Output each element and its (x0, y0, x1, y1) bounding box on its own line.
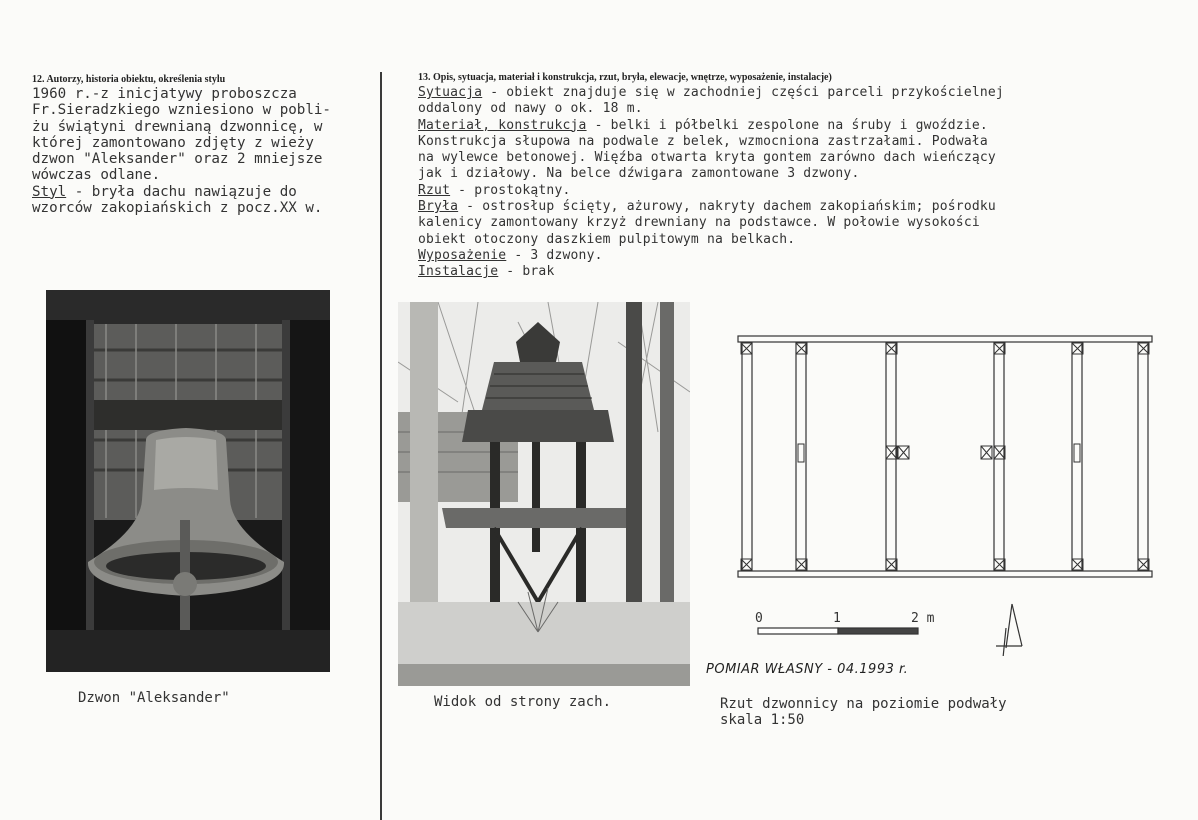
history-line: wówczas odlane. (32, 167, 161, 184)
style-label: Styl (32, 183, 67, 200)
style-line (32, 184, 331, 200)
belfry-photo-drawing (398, 302, 690, 686)
measurement-note: POMIAR WŁASNY - 04.1993 r. (706, 662, 909, 677)
rzut-label: Rzut (418, 182, 451, 198)
material-line (418, 118, 1004, 134)
plan-caption-2: skala 1:50 (720, 712, 805, 728)
history-line: 1960 r.-z inicjatywy proboszcza (32, 86, 297, 102)
material-text: - belki i półbelki zespolone na śruby i gwoździe. (586, 117, 988, 133)
material-line: jak i działowy. Na belce dźwigara zamontowane 3 dzwony. (418, 166, 860, 182)
section-13-heading: 13. Opis, sytuacja, materiał i konstrukcja, rzut, bryła, elewacje, wnętrze, wyposażenie, instalacje) (418, 72, 832, 83)
column-divider (380, 72, 382, 820)
wyposazenie-text: - 3 dzwony. (506, 247, 603, 263)
history-line: której zamontowano zdjęty z wieży (32, 134, 314, 151)
bryla-text: - ostrosłup ścięty, ażurowy, nakryty dachem zakopiańskim; pośrodku (458, 199, 996, 215)
sytuacja-line-2: oddalony od nawy o ok. 18 m. (418, 101, 643, 117)
plan-caption-1: Rzut dzwonnicy na poziomie podwały (720, 696, 1007, 712)
bryla-line: kalenicy zamontowany krzyż drewniany na podstawce. W połowie wysokości (418, 215, 980, 231)
rzut-text: - prostokątny. (450, 182, 571, 198)
rzut-line (418, 183, 1004, 199)
bell-photo-drawing (46, 290, 330, 672)
scale-label-1: 1 (833, 611, 841, 626)
scale-label-2: 2 m (911, 611, 935, 626)
instalacje-line (418, 264, 1004, 280)
description-text (418, 85, 1004, 281)
history-line: dzwon "Aleksander" oraz 2 mniejsze (32, 151, 323, 168)
bryla-line (418, 199, 1004, 215)
style-line-2: wzorców zakopiańskich z pocz.XX w. (32, 200, 323, 217)
history-line: Fr.Sieradzkiego wzniesiono w pobli- (32, 102, 331, 119)
floor-plan-drawing (726, 326, 1166, 656)
bell-photo-caption: Dzwon "Aleksander" (78, 690, 230, 706)
bryla-line: obiekt otoczony daszkiem pulpitowym na belkach. (418, 231, 796, 247)
belfry-photo-caption: Widok od strony zach. (434, 694, 612, 710)
material-line: Konstrukcja słupowa na podwale z belek, wzmocniona zastrzałami. Podwała (418, 133, 988, 149)
material-line: na wylewce betonowej. Więźba otwarta kryta gontem zarówno dach wieńczący (418, 150, 996, 166)
scale-label-0: 0 (755, 611, 763, 626)
material-label: Materiał, konstrukcja (418, 117, 587, 133)
history-text (32, 86, 331, 216)
sytuacja-text: - obiekt znajduje się w zachodniej części parceli przykościelnej (482, 85, 1004, 100)
belfry-photo (398, 302, 690, 686)
instalacje-label: Instalacje (418, 264, 499, 280)
wyposazenie-label: Wyposażenie (418, 247, 507, 263)
instalacje-text: - brak (498, 264, 555, 280)
style-text: - bryła dachu nawiązuje do (66, 183, 297, 200)
sytuacja-line (418, 85, 1004, 101)
bell-photo (46, 290, 330, 672)
sytuacja-label: Sytuacja (418, 85, 483, 100)
wyposazenie-line (418, 248, 1004, 264)
history-line: żu świątyni drewnianą dzwonnicę, w (32, 118, 323, 135)
section-12-heading: 12. Autorzy, historia obiektu, określenia stylu (32, 74, 226, 85)
bryla-label: Bryła (418, 199, 459, 215)
